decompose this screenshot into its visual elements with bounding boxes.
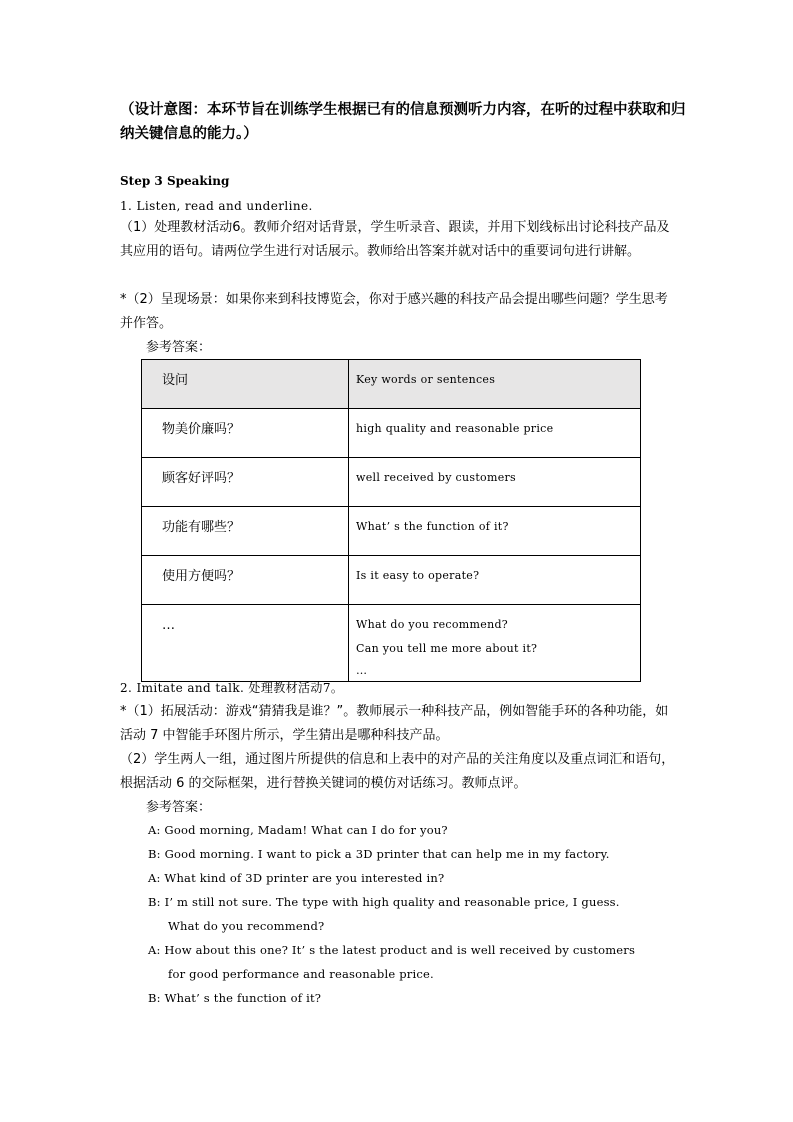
task2-item1: *（1）拓展活动：游戏“猜猜我是谁？”。教师展示一种科技产品，例如智能手环的各种功能，如活动 7 中智能手环图片所示，学生猜出是哪种科技产品。	[120, 704, 669, 743]
dialogue-line: B: I’ m still not sure. The type with high quality and reasonable price, I guess.	[148, 895, 620, 909]
dialogue-line: A: How about this one? It’ s the latest product and is well received by customers	[148, 943, 636, 957]
task1-item1: （1）处理教材活动6。教师介绍对话背景，学生听录音、跟读，并用下划线标出讨论科技产品及其应用的语句。请两位学生进行对话展示。教师给出答案并就对话中的重要词句进行讲解。	[120, 220, 670, 259]
design-intent: （设计意图：本环节旨在训练学生根据已有的信息预测听力内容，在听的过程中获取和归纳关键信息的能力。）	[120, 102, 686, 142]
reference-answer-label-2: 参考答案：	[146, 800, 212, 815]
question-cell: 使用方便吗？	[142, 556, 349, 605]
dialogue-line: A: Good morning, Madam! What can I do for you?	[148, 823, 448, 837]
question-cell: …	[142, 605, 349, 682]
task2-item2: （2）学生两人一组，通过图片所提供的信息和上表中的对产品的关注角度以及重点词汇和语句，根据活动 6 的交际框架，进行替换关键词的模仿对话练习。教师点评。	[120, 752, 675, 791]
reference-answer-label: 参考答案：	[146, 340, 212, 355]
step-heading: Step 3 Speaking	[120, 174, 230, 188]
dialogue-line: What do you recommend?	[168, 919, 325, 933]
dialogue-line: A: What kind of 3D printer are you interested in?	[148, 871, 445, 885]
answer-cell: What’ s the function of it?	[349, 507, 641, 556]
table-row	[142, 507, 641, 556]
dialogue-line: for good performance and reasonable price.	[168, 967, 434, 981]
table-row	[142, 409, 641, 458]
table-header-cell: 设问	[142, 360, 349, 409]
question-table	[141, 359, 641, 682]
question-cell: 顾客好评吗？	[142, 458, 349, 507]
table-row	[142, 556, 641, 605]
answer-cell: Is it easy to operate?	[349, 556, 641, 605]
answer-cell: What do you recommend? Can you tell me more about it? …	[349, 605, 641, 682]
dialogue	[148, 818, 688, 1010]
table-row	[142, 605, 641, 682]
question-cell: 功能有哪些？	[142, 507, 349, 556]
answer-cell: well received by customers	[349, 458, 641, 507]
table-header-cell: Key words or sentences	[349, 360, 641, 409]
dialogue-line: B: What’ s the function of it?	[148, 991, 322, 1005]
question-cell: 物美价廉吗？	[142, 409, 349, 458]
table-header-row	[142, 360, 641, 409]
task2-title: 2. Imitate and talk. 处理教材活动7。	[120, 681, 344, 695]
task1-item2: *（2）呈现场景：如果你来到科技博览会，你对于感兴趣的科技产品会提出哪些问题？学生思考并作答。	[120, 292, 668, 331]
table-row	[142, 458, 641, 507]
answer-cell: high quality and reasonable price	[349, 409, 641, 458]
task1-title: 1. Listen, read and underline.	[120, 199, 313, 213]
dialogue-line: B: Good morning. I want to pick a 3D printer that can help me in my factory.	[148, 847, 610, 861]
